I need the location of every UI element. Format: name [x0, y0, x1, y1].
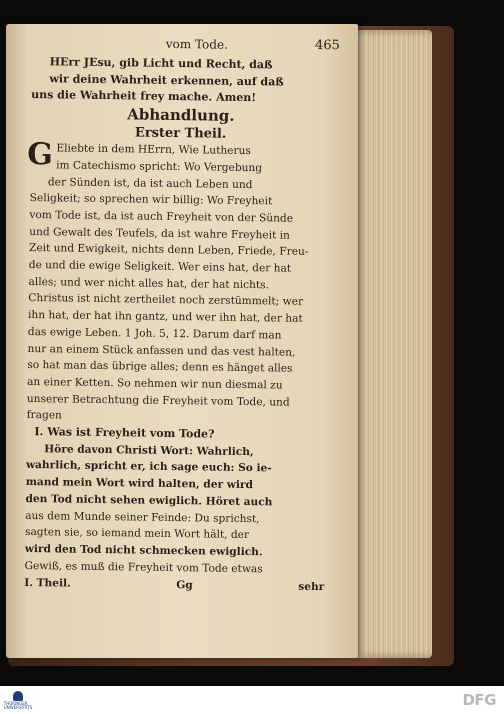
answer-line: Höre davon Christi Wort: Wahrlich, — [44, 442, 254, 458]
body-line: alles; und wer nicht alles hat, der hat nichts. — [28, 275, 270, 292]
body-line: de und die ewige Seligkeit. Wer eins hat, der hat — [28, 259, 292, 275]
page-footer — [24, 575, 324, 596]
body-line: so hat man das übrige alles; denn es hänget alles — [27, 359, 293, 375]
answer-line: aus dem Munde seiner Feinde: Du sprichst, — [25, 509, 260, 525]
body-line: nur an einem Stück anfassen und das vest halten, — [27, 342, 296, 359]
signature-mark: Gg — [176, 579, 193, 592]
body-line: und Gewalt des Teufels, da ist wahre Freyheit in — [29, 225, 290, 242]
page-header — [32, 34, 340, 58]
body-line: Eliebte in dem HErrn, Wie Lutherus — [56, 142, 251, 158]
prayer-line: HErr JEsu, gib Licht und Recht, daß — [49, 55, 273, 72]
book-page — [6, 24, 358, 658]
dfg-logo[interactable]: DFG — [462, 691, 496, 709]
answer-line: wird den Tod nicht schmecken ewiglich. — [24, 542, 263, 559]
page-text — [24, 34, 340, 596]
body-line: unserer Betrachtung die Freyheit vom Tode, und — [26, 392, 290, 409]
question-heading: I. Was ist Freyheit vom Tode? — [34, 425, 215, 441]
page-number: 465 — [314, 37, 340, 54]
answer-line: mand mein Wort wird halten, der wird — [25, 476, 253, 492]
body-line: das ewige Leben. 1 Joh. 5, 12. Darum darf man — [27, 325, 282, 342]
running-head: vom Tode. — [165, 36, 229, 52]
attribution-bar — [0, 686, 504, 714]
prayer-line: wir deine Wahrheit erkennen, auf daß — [49, 71, 284, 89]
body-line: ihn hat, der hat ihn gantz, und wer ihn hat, der hat — [27, 309, 303, 325]
answer-line: den Tod nicht sehen ewiglich. Höret auch — [25, 492, 273, 509]
library-logo-text: THÜRINGER UNIVERSITÄTS — [3, 700, 33, 710]
body-line: im Catechismo spricht: Wo Vergebung — [56, 159, 263, 175]
catchword: sehr — [298, 581, 325, 594]
body-line: Zeit und Ewigkeit, nichts denn Leben, Friede, Freu- — [28, 242, 309, 259]
library-logo-icon — [13, 691, 23, 701]
answer-line: Gewiß, es muß die Freyheit vom Tode etwas — [24, 559, 263, 575]
signature-label: I. Theil. — [24, 577, 71, 590]
body-line: vom Tode ist, da ist auch Freyheit von der Sünde — [29, 208, 294, 225]
drop-capital: G — [27, 137, 54, 173]
answer-line: sagten sie, so iemand mein Wort hält, der — [24, 526, 250, 542]
section-title: Abhandlung. — [127, 105, 235, 125]
answer-line: wahrlich, spricht er, ich sage euch: So ie- — [25, 459, 272, 475]
body-line: an einer Ketten. So nehmen wir nun diesmal zu — [27, 375, 283, 392]
library-logo[interactable] — [3, 688, 33, 712]
page-edges — [350, 30, 432, 658]
prayer-line: uns die Wahrheit frey mache. Amen! — [31, 88, 257, 105]
part-title: Erster Theil. — [134, 125, 227, 142]
body-line: Christus ist nicht zertheilet noch zerstümmelt; wer — [28, 292, 304, 309]
body-line: fragen — [26, 409, 62, 422]
body-line: Seligkeit; so sprechen wir billig: Wo Freyheit — [29, 192, 273, 208]
body-line: der Sünden ist, da ist auch Leben und — [47, 175, 253, 191]
first-paragraph — [27, 137, 330, 178]
